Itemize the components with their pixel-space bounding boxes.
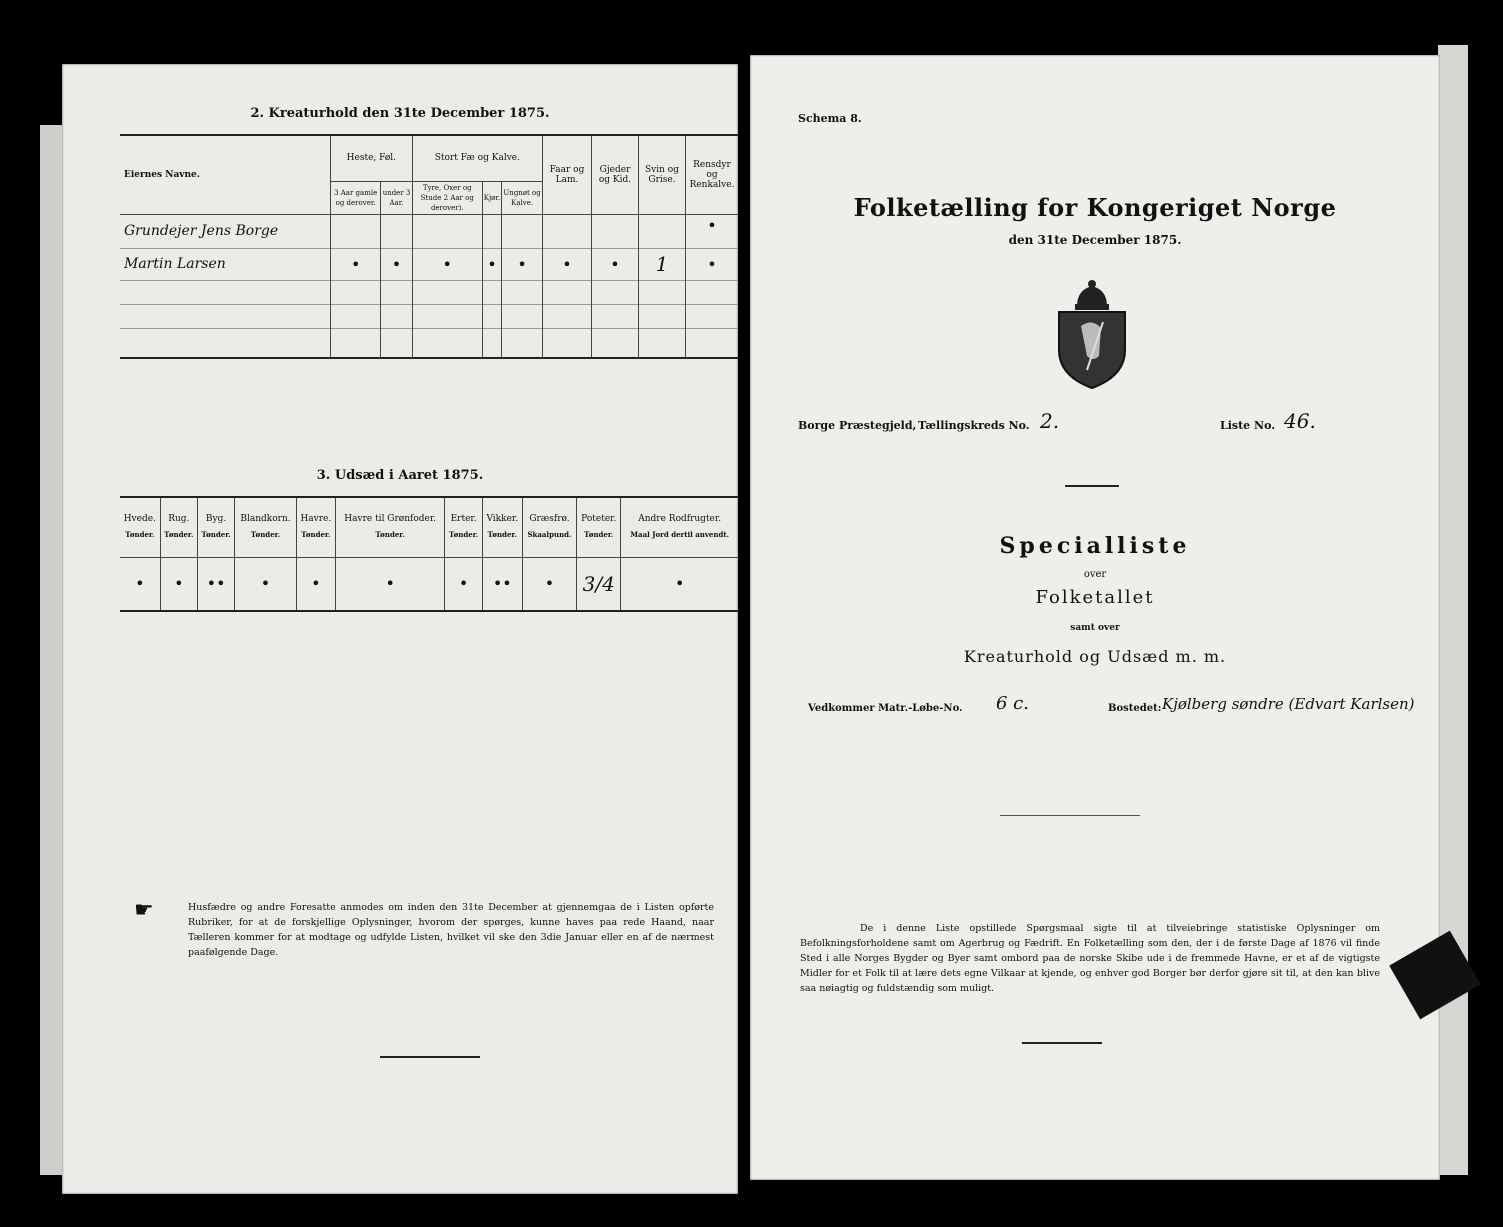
schema-label: Schema 8.: [798, 112, 862, 125]
cell: [482, 214, 501, 248]
divider: [1065, 485, 1119, 487]
udsaed-col-header: [577, 497, 621, 557]
udsaed-cell: •: [296, 557, 335, 611]
left-page: [62, 64, 738, 1194]
udsaed-cell: •: [160, 557, 197, 611]
folketallet-label: Folketallet: [1035, 587, 1155, 608]
cell: •: [482, 248, 501, 280]
liste-value: 46.: [1284, 409, 1316, 433]
udsaed-col-header: [120, 497, 160, 557]
udsaed-col-header: [160, 497, 197, 557]
taellingskreds-label: Tællingskreds No.: [918, 419, 1030, 432]
udsaed-col-unit: Tønder.: [584, 530, 614, 540]
col-stort: Stort Fæ og Kalve.: [412, 135, 542, 181]
udsaed-title: 3. Udsæd i Aaret 1875.: [316, 468, 484, 483]
udsaed-col-label: Erter.: [450, 514, 477, 525]
main-title: Folketælling for Kongeriget Norge: [853, 193, 1337, 222]
divider: [1000, 815, 1140, 816]
samt-over-label: samt over: [1070, 623, 1120, 633]
udsaed-col-label: Græsfrø.: [529, 514, 570, 525]
udsaed-col-label: Blandkorn.: [240, 514, 291, 525]
matr-value: 6 c.: [996, 693, 1029, 714]
cell: •: [592, 248, 639, 280]
udsaed-col-label: Vikker.: [486, 514, 519, 525]
col-faar: Faar og Lam.: [543, 135, 592, 214]
udsaed-col-unit: Tønder.: [164, 530, 194, 540]
udsaed-cell: ••: [197, 557, 234, 611]
prestegjeld-label: Borge Præstegjeld,: [798, 419, 917, 432]
col-heste: Heste, Føl.: [331, 135, 413, 181]
udsaed-col-header: [197, 497, 234, 557]
udsaed-col-header: [335, 497, 445, 557]
udsaed-col-unit: Skaalpund.: [527, 530, 572, 540]
table-row: [120, 214, 738, 248]
udsaed-cell: •: [522, 557, 576, 611]
udsaed-col-unit: Tønder.: [448, 530, 479, 540]
divider: [380, 1056, 480, 1058]
udsaed-cell: •: [120, 557, 160, 611]
page-edge-left: [40, 125, 64, 1175]
udsaed-col-label: Byg.: [205, 514, 227, 525]
cell: •: [331, 248, 381, 280]
udsaed-table: [120, 496, 738, 612]
notice-text-right: De i denne Liste opstillede Spørgsmaal sigte til at tilveiebringe statistiske Oplysninger om Befolkningsforholdene samt om Agerbrug og Fædrift. En Folketælling som den, der i de første Dage af 1876 vil finde Sted i alle Norges Bygder og Byer samt ombord paa de norske Skibe ude i de fremmede Havne, er et af de vigtigste Midler for et Folk til at lære dets egne Vilkaar at kjende, og enhver god Borger bør derfor gjøre sit til, at den kan blive saa nøiagtig og fuldstændig som muligt.: [800, 923, 1380, 994]
col-stort-a: Tyre, Oxer og Stude 2 Aar og derover).: [412, 181, 482, 214]
udsaed-col-label: Havre.: [300, 514, 332, 525]
col-heste-a: 3 Aar gamle og derover.: [331, 181, 381, 214]
cell: •: [502, 248, 543, 280]
udsaed-cell: ••: [482, 557, 522, 611]
cell: 1: [639, 248, 686, 280]
udsaed-col-header: [522, 497, 576, 557]
kreatur-title: 2. Kreaturhold den 31te December 1875.: [250, 106, 550, 121]
table-row: [120, 557, 738, 611]
col-stort-b: Kjør.: [482, 181, 501, 214]
cell: •: [707, 254, 717, 274]
udsaed-col-unit: Tønder.: [375, 530, 405, 540]
udsaed-cell: 3/4: [577, 557, 621, 611]
col-rensdyr: Rensdyr og Renkalve.: [689, 159, 735, 190]
udsaed-col-label: Poteter.: [581, 514, 617, 525]
udsaed-col-unit: Maal Jord dertil anvendt.: [630, 530, 730, 540]
matr-label: Vedkommer Matr.-Løbe-No.: [808, 703, 963, 714]
table-row: [120, 328, 738, 358]
bostedet-label: Bostedet:: [1108, 703, 1162, 714]
over-label: over: [1083, 569, 1107, 580]
kreatur-table: [120, 134, 738, 359]
cell: [639, 214, 686, 248]
table-row: [120, 280, 738, 304]
divider: [1022, 1042, 1102, 1044]
bostedet-value: Kjølberg søndre (Edvart Karlsen): [1162, 695, 1415, 713]
cell: [331, 214, 381, 248]
census-date: den 31te December 1875.: [1008, 233, 1182, 247]
taellingskreds-value: 2.: [1040, 409, 1060, 433]
udsaed-col-header: [482, 497, 522, 557]
udsaed-cell: •: [335, 557, 445, 611]
specialliste-title: Specialliste: [999, 533, 1191, 559]
udsaed-cell: •: [235, 557, 297, 611]
col-heste-b: under 3 Aar.: [381, 181, 412, 214]
udsaed-col-label: Hvede.: [123, 514, 156, 525]
udsaed-col-label: Andre Rodfrugter.: [638, 514, 722, 525]
table-row: [120, 304, 738, 328]
udsaed-cell: •: [674, 574, 685, 594]
coat-of-arms-icon: [1047, 278, 1137, 390]
udsaed-col-header: [296, 497, 335, 557]
right-page: [750, 55, 1440, 1180]
udsaed-col-unit: Tønder.: [301, 530, 331, 540]
owner-name: Martin Larsen: [120, 248, 331, 280]
col-svin: Svin og Grise.: [639, 135, 686, 214]
cell: [502, 214, 543, 248]
cell: [412, 214, 482, 248]
udsaed-col-unit: Tønder.: [201, 530, 231, 540]
pointing-hand-icon: ☛: [134, 898, 154, 923]
col-stort-c: Ungnøt og Kalve.: [502, 181, 543, 214]
cell: [592, 214, 639, 248]
cell: •: [381, 248, 412, 280]
col-gjeder: Gjeder og Kid.: [592, 135, 639, 214]
notice-text-left: Husfædre og andre Foresatte anmodes om inden den 31te December at gjennemgaa de i Listen opførte Rubriker, for at de forskjellige Oplysninger, hvorom der spørges, kunne haves paa rede Haand, naar Tælleren kommer for at modtage og udfylde Listen, hvilket vil ske den 3die Januar eller en af de nærmest paafølgende Dage.: [188, 902, 714, 958]
col-eiernes-navne: Eiernes Navne.: [120, 135, 331, 214]
udsaed-col-unit: Tønder.: [250, 530, 281, 540]
cell: •: [412, 248, 482, 280]
liste-label: Liste No.: [1220, 419, 1276, 432]
cell: [543, 214, 592, 248]
udsaed-col-header: [621, 497, 738, 557]
udsaed-cell: •: [445, 557, 482, 611]
table-row: [120, 248, 738, 280]
owner-name: Grundejer Jens Borge: [120, 214, 331, 248]
cell: •: [707, 215, 717, 235]
udsaed-col-header: [235, 497, 297, 557]
udsaed-col-unit: Tønder.: [487, 530, 517, 540]
kreaturhold-label: Kreaturhold og Udsæd m. m.: [963, 647, 1227, 666]
cell: [381, 214, 412, 248]
udsaed-col-unit: Tønder.: [125, 530, 155, 540]
udsaed-col-header: [445, 497, 482, 557]
udsaed-col-label: Havre til Grønfoder.: [344, 514, 437, 525]
cell: •: [543, 248, 592, 280]
udsaed-col-label: Rug.: [168, 514, 190, 525]
